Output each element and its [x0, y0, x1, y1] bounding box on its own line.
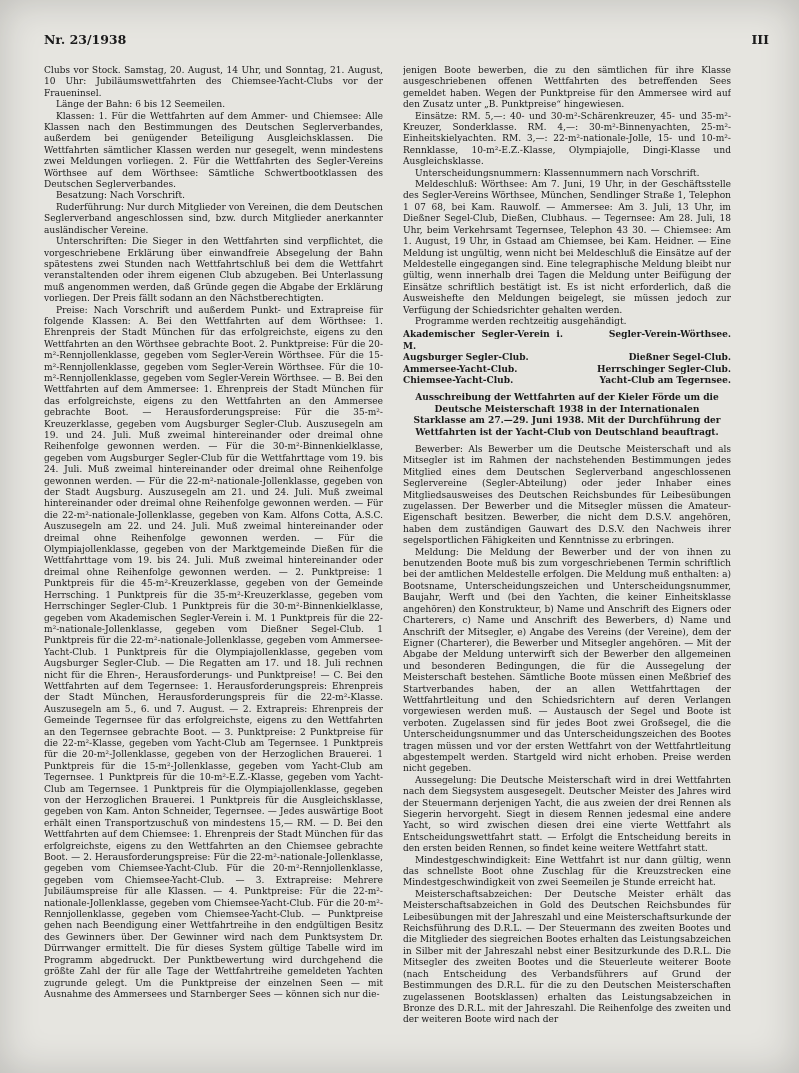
paragraph: Mindestgeschwindigkeit: Eine Wettfahrt ist nur dann gültig, wenn das schnellste Boot ohne Zuschlag für die Kreuzstrecken eine Mindestgeschwindigkeit von zwei Seemeilen je Stunde erreicht hat. [403, 855, 731, 889]
announcement-heading: Ausschreibung der Wettfahrten auf der Kieler Förde um die Deutsche Meisterschaft 1938 in der Internationalen Starklasse am 27.—29. Juni 1938. Mit der Durchführung der Wettfahrten ist der Yacht-Club von Deutschland beauftragt. [413, 393, 721, 438]
paragraph: Besatzung: Nach Vorschrift. [56, 191, 185, 202]
paragraph: Klassen: 1. Für die Wettfahrten auf dem Ammer- und Chiemsee: Alle Klassen nach den Bestimmungen des Deutschen Seglerverbandes, außerdem bei genügender Beteiligung Ausgleichsklassen. Die Wettfahrten sämtlicher Klassen werden nur gesegelt, wenn mindestens zwei Meldungen vorliegen. 2. Für die Wettfahrten des Segler-Vereins Wörthsee auf dem Wörthsee: Sämtliche Schwertbootklassen des Deutschen Seglerverbandes. [44, 111, 383, 191]
paragraph: Programme werden rechtzeitig ausgehändigt. [415, 316, 627, 327]
paragraph: Aussegelung: Die Deutsche Meisterschaft wird in drei Wettfahrten nach dem Siegsystem ausgesegelt. Deutscher Meister des Jahres wird der Steuermann derjenigen Yacht, die aus zweien der drei Rennen als Siegerin hervorgeht. Siegt in diesem Rennen jedesmal eine andere Yacht, so wird zwischen diesen drei eine vierte Wettfahrt als Entscheidungswettfahrt statt. — Erfolgt die Entscheidung bereits in den ersten beiden Rennen, so findet keine weitere Wettfahrt statt. [403, 775, 731, 855]
paragraph: Ruderführung: Nur durch Mitglieder von Vereinen, die dem Deutschen Seglerverband angeschlossen sind, bzw. durch Mitglieder anerkannter ausländischer Vereine. [44, 202, 383, 236]
left-column [44, 66, 383, 1063]
club-name: Ammersee-Yacht-Club. [403, 364, 518, 375]
paragraph: Meldeschluß: Wörthsee: Am 7. Juni, 19 Uhr, in der Geschäftsstelle des Segler-Vereins Wörthsee, München, Sendlinger Straße 1, Telephon 1 07 68, bei Kam. Rauwolf. — Ammersee: Am 3. Juli, 13 Uhr, im Dießner Segel-Club, Dießen, Clubhaus. — Tegernsee: Am 28. Juli, 18 Uhr, beim Verkehrsamt Tegernsee, Telephon 43 30. — Chiemsee: Am 1. August, 19 Uhr, in Gstaad am Chiemsee, bei Kam. Heidner. — Eine Meldung ist ungültig, wenn nicht bei Meldeschluß die Einsätze auf der Meldestelle eingegangen sind. Eine telegraphische Meldung bleibt nur gültig, wenn innerhalb drei Tagen die Meldung unter Beifügung der Einsätze schriftlich bestätigt ist. Es ist nicht erforderlich, daß die Ausweishefte den Meldungen beigelegt, sie müssen jedoch zur Verfügung der Schiedsrichter gehalten werden. [403, 180, 731, 316]
club-name: Dießner Segel-Club. [628, 353, 731, 364]
paragraph: Clubs vor Stock. Samstag, 20. August, 14 Uhr, und Sonntag, 21. August, 10 Uhr: Jubiläumswettfahrten des Chiemsee-Yacht-Clubs vor der Fraueninsel. [44, 66, 383, 99]
right-column-top [403, 66, 731, 328]
paragraph: Preise: Nach Vorschrift und außerdem Punkt- und Extrapreise für folgende Klassen: A. Bei den Wettfahrten auf dem Wörthsee: 1. Ehrenpreis der Stadt München für das erfolgreichste, eigens zu den Wettfahrten an den Wörthsee gebrachte Boot. 2. Punktpreise: Für die 20-m²-Rennjollenklasse, gegeben vom Segler-Verein Wörthsee. Für die 15-m²-Rennjollenklasse, gegeben vom Segler-Verein Wörthsee. Für die 10-m²-Rennjollenklasse, gegeben vom Segler-Verein Wörthsee. — B. Bei den Wettfahrten auf dem Ammersee: 1. Ehrenpreis der Stadt München für das erfolgreichste, eigens zu den Wettfahrten an den Ammersee gebrachte Boot. — Herausforderungspreise: Für die 35-m²-Kreuzerklasse, gegeben vom Augsburger Segler-Club. Auszusegeln am 19. und 24. Juli. Muß zweimal hintereinander oder dreimal ohne Reihenfolge gewonnen werden. — Für die 30-m²-Binnenkielklasse, gegeben vom Augsburger Segler-Club für die Wettfahrttage vom 19. bis 24. Juli. Muß zweimal hintereinander oder dreimal ohne Reihenfolge gewonnen werden. — Für die 22-m²-nationale-Jollenklasse, gegeben von der Stadt Augsburg. Auszusegeln am 21. und 24. Juli. Muß zweimal hintereinander oder dreimal ohne Reihenfolge gewonnen werden. — Für die 22-m²-nationale-Jollenklasse, gegeben von Kam. Alfons Cotta, A.S.C. Auszusegeln am 22. und 24. Juli. Muß zweimal hintereinander oder dreimal ohne Reihenfolge gewonnen werden. — Für die Olympiajollenklasse, gegeben von der Marktgemeinde Dießen für die Wettfahrttage vom 19. bis 24. Juli. Muß zweimal hintereinander oder dreimal ohne Reihenfolge gewonnen werden. — 2. Punktpreise: 1 Punktpreis für die 45-m²-Kreuzerklasse, gegeben von der Gemeinde Herrsching. 1 Punktpreis für die 35-m²-Kreuzerklasse, gegeben vom Herrschinger Segler-Club. 1 Punktpreis für die 30-m²-Binnenkielklasse, gegeben vom Akademischen Segler-Verein i. M. 1 Punktpreis für die 22-m²-nationale-Jollenklasse, gegeben vom Dießner Segel-Club. 1 Punktpreis für die 22-m²-nationale-Jollenklasse, gegeben vom Ammersee-Yacht-Club. 1 Punktpreis für die Olympiajollenklasse, gegeben vom Augsburger Segler-Club. — Die Regatten am 17. und 18. Juli rechnen nicht für die Ehren-, Herausforderungs- und Punktpreise! — C. Bei den Wettfahrten auf dem Tegernsee: 1. Herausforderungspreis: Ehrenpreis der Stadt München, Herausforderungspreis für die 22-m²-Klasse. Auszusegeln am 5., 6. und 7. August. — 2. Extrapreis: Ehrenpreis der Gemeinde Tegernsee für das erfolgreichste, eigens zu den Wettfahrten an den Tegernsee gebrachte Boot. — 3. Punktpreise: 2 Punktpreise für die 22-m²-Klasse, gegeben vom Yacht-Club am Tegernsee. 1 Punktpreis für die 20-m²-Jollenklasse, gegeben von der Herzoglichen Brauerei. 1 Punktpreis für die 15-m²-Jollenklasse, gegeben vom Yacht-Club am Tegernsee. 1 Punktpreis für die 10-m²-E.Z.-Klasse, gegeben vom Yacht-Club am Tegernsee. 1 Punktpreis für die Olympiajollenklasse, gegeben von der Herzoglichen Brauerei. 1 Punktpreis für die Ausgleichsklasse, gegeben von Kam. Anton Schneider, Tegernsee. — Jedes auswärtige Boot erhält einen Transportzuschuß von mindestens 15,— RM. — D. Bei den Wettfahrten auf dem Chiemsee: 1. Ehrenpreis der Stadt München für das erfolgreichste, eigens zu den Wettfahrten an den Chiemsee gebrachte Boot. — 2. Herausforderungspreise: Für die 22-m²-nationale-Jollenklasse, gegeben vom Chiemsee-Yacht-Club. Für die 20-m²-Rennjollenklasse, gegeben vom Chiemsee-Yacht-Club. — 3. Extrapreise: Mehrere Jubiläumspreise für alle Klassen. — 4. Punktpreise: Für die 22-m²-nationale-Jollenklasse, gegeben vom Chiemsee-Yacht-Club. Für die 20-m²-Rennjollenklasse, gegeben vom Chiemsee-Yacht-Club. — Punktpreise gehen nach Beendigung einer Wettfahrtreihe in den endgültigen Besitz des Gewinners über. Der Gewinner wird nach dem Punktsystem Dr. Dürrwanger ermittelt. Die für dieses System gültige Tabelle wird im Programm abgedruckt. Der Punktbewertung wird durchgehend die größte Zahl der für alle Tage der Wettfahrtreihe gemeldeten Yachten zugrunde gelegt. Um die Punktpreise der einzelnen Seen — mit Ausnahme des Ammersees und Starnberger Sees — können sich nur die- [44, 305, 383, 1000]
page-header [44, 32, 769, 52]
club-name: Herrschinger Segler-Club. [596, 364, 731, 375]
club-name: Augsburger Segler-Club. [403, 353, 529, 364]
club-name: Segler-Verein-Wörthsee. [608, 330, 731, 341]
paragraph: Unterscheidungsnummern: Klassennummern nach Vorschrift. [415, 168, 700, 179]
paragraph: Einsätze: RM. 5,—: 40- und 30-m²-Schärenkreuzer, 45- und 35-m²-Kreuzer, Sonderklasse. RM. 4,—: 30-m²-Binnenyachten, 25-m²-Einheitskielyachten. RM. 3,—: 22-m²-nationale-Jolle, 15- und 10-m²-Rennklasse, 10-m²-E.Z.-Klasse, Olympiajolle, Dingi-Klasse und Ausgleichsklasse. [403, 111, 731, 168]
issue-number: Nr. 23/1938 [44, 32, 127, 47]
right-column-bottom [403, 445, 731, 1027]
paragraph: Meldung: Die Meldung der Bewerber und der von ihnen zu benutzenden Boote muß bis zum vorgeschriebenen Termin schriftlich bei der amtlichen Meldestelle erfolgen. Die Meldung muß enthalten: a) Bootsname, Unterscheidungszeichen und Unterscheidungsnummer, Baujahr, Werft und (bei den Yachten, die keiner Einheitsklasse angehören) den Konstrukteur, b) Name und Anschrift des Eigners oder Charterers, c) Name und Anschrift des Bewerbers, d) Name und Anschrift der Mitsegler, e) Angabe des Vereins (der Vereine), dem der Eigner (Charterer), die Bewerber und Mitsegler angehören. — Mit der Abgabe der Meldung unterwirft sich der Bewerber den allgemeinen und besonderen Bedingungen, die für die Aussegelung der Meisterschaft bestehen. Sämtliche Boote müssen einen Meßbrief des Startverbandes haben, der an allen Wettfahrttagen der Wettfahrtleitung und den Schiedsrichtern auf deren Verlangen vorgewiesen werden muß. — Austausch der Segel und Boote ist verboten. Zugelassen sind für jedes Boot zwei Großsegel, die die Unterscheidungsnummer und das Unterscheidungszeichen des Bootes tragen müssen und vor der ersten Wettfahrt von der Wettfahrtleitung abgestempelt werden. Startgeld wird nicht erhoben. Preise werden nicht gegeben. [403, 547, 731, 775]
paragraph: jenigen Boote bewerben, die zu den sämtlichen für ihre Klasse ausgeschriebenen offenen Wettfahrten des betreffenden Sees gemeldet haben. Wegen der Punktpreise für den Ammersee wird auf den Zusatz unter „B. Punktpreise“ hingewiesen. [403, 66, 731, 111]
paragraph: Länge der Bahn: 6 bis 12 Seemeilen. [56, 100, 226, 111]
club-name: Chiemsee-Yacht-Club. [403, 375, 514, 386]
page-number: III [751, 32, 769, 47]
paragraph: Unterschriften: Die Sieger in den Wettfahrten sind verpflichtet, die vorgeschriebene Erklärung über einwandfreie Absegelung der Bahn spätestens zwei Stunden nach Wettfahrtschluß bei dem die Wettfahrt veranstaltenden oder ihrem eigenen Club abzugeben. Bei Unterlassung muß angenommen werden, daß Gründe gegen die Abgabe der Erklärung vorliegen. Der Preis fällt sodann an den Nächstberechtigten. [44, 237, 383, 305]
paragraph: Bewerber: Als Bewerber um die Deutsche Meisterschaft und als Mitsegler ist im Rahmen der nachstehenden Bestimmungen jedes Mitglied eines dem Deutschen Seglerverband angeschlossenen Seglervereine (Segler-Abteilung) oder jeder Inhaber eines Mitgliedsausweises des Deutschen Reichsbundes für Leibesübungen zugelassen. Der Bewerber und die Mitsegler müssen die Amateur-Eigenschaft besitzen. Bewerber, die nicht dem D.S.V. angehören, haben dem zuständigen Gauwart des D.S.V. den Nachweis ihrer segelsportlichen Fähigkeiten und Kenntnisse zu erbringen. [403, 445, 731, 547]
club-name: Akademischer Segler-Verein i. M. [403, 330, 563, 352]
right-column [403, 66, 731, 1063]
club-name: Yacht-Club am Tegernsee. [599, 375, 731, 386]
organizer-clubs [403, 330, 731, 387]
paragraph: Meisterschaftsabzeichen: Der Deutsche Meister erhält das Meisterschaftsabzeichen in Gold des Deutschen Reichsbundes für Leibesübungen mit der Jahreszahl und eine Meisterschaftsurkunde der Reichsführung des D.R.L. — Der Steuermann des zweiten Bootes und die Mitglieder des siegreichen Bootes erhalten das Leistungsabzeichen in Silber mit der Jahreszahl nebst einer Besitzurkunde des D.R.L. Die Mitsegler des zweiten Bootes und die Steuerleute weiterer Boote (nach Entscheidung des Verbandsführers auf Grund der Bestimmungen des D.R.L. für die zu den Deutschen Meisterschaften zugelassenen Bootsklassen) erhalten das Leistungsabzeichen in Bronze des D.R.L. mit der Jahreszahl. Die Reihenfolge des zweiten und der weiteren Boote wird nach der [403, 889, 731, 1026]
